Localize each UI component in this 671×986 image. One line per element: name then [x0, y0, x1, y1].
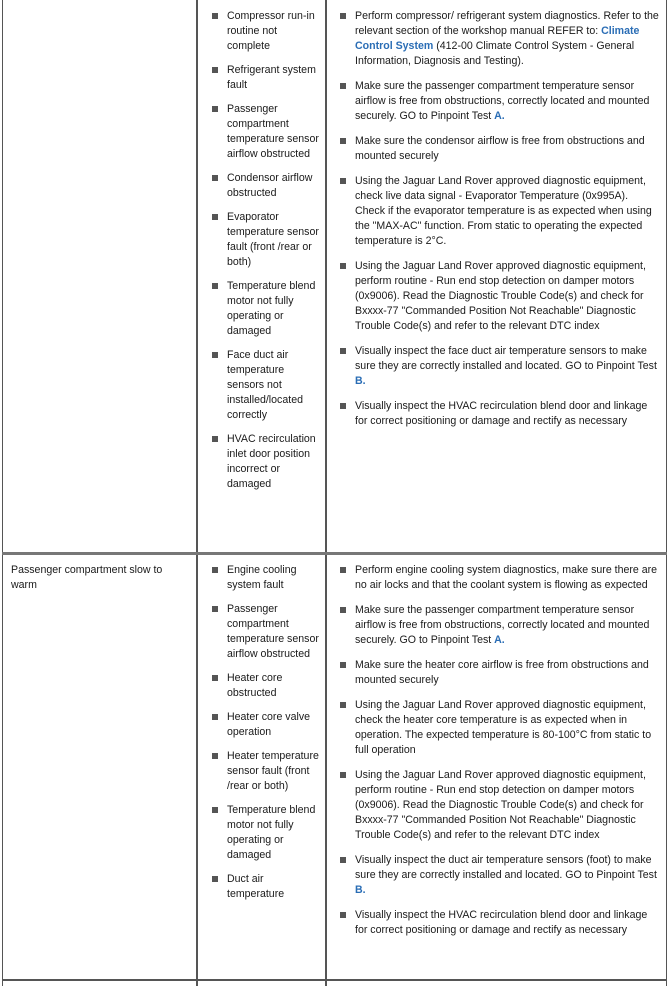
- possible-cause-text: Face duct air temperature sensors not installed/located correctly: [227, 349, 303, 421]
- bullet-icon: [340, 83, 346, 89]
- col-divider-1: [196, 0, 198, 986]
- action-item: [340, 174, 660, 249]
- bullet-icon: [212, 714, 218, 720]
- action-text: Perform compressor/ refrigerant system diagnostics. Refer to the relevant section of the workshop manual REFER to:: [355, 10, 659, 37]
- possible-cause-text: Compressor run-in routine not complete: [227, 10, 315, 52]
- bullet-icon: [340, 702, 346, 708]
- action-text: Using the Jaguar Land Rover approved diagnostic equipment, check live data signal - Evaporator Temperature (0x995A). Check if the evaporator temperature is as expected when using the "MAX-AC" function. From static to operating the expected temperature is 2°C.: [355, 175, 652, 247]
- bullet-icon: [340, 138, 346, 144]
- possible-cause-item: [211, 602, 319, 662]
- bullet-icon: [340, 912, 346, 918]
- possible-cause-item: [211, 671, 319, 701]
- possible-cause-item: [211, 171, 319, 201]
- bullet-icon: [340, 662, 346, 668]
- action-text: Make sure the condensor airflow is free from obstructions and mounted securely: [355, 135, 645, 162]
- reference-link[interactable]: B.: [355, 884, 366, 896]
- bullet-icon: [212, 753, 218, 759]
- possible-cause-text: Refrigerant system fault: [227, 64, 316, 91]
- bullet-icon: [340, 607, 346, 613]
- reference-link[interactable]: A.: [494, 634, 505, 646]
- action-text: Using the Jaguar Land Rover approved diagnostic equipment, check the heater core temperature is as expected when in operation. The expected temperature is 80-100°C from static to full operation: [355, 699, 652, 756]
- action-item: [340, 344, 660, 389]
- bullet-icon: [212, 567, 218, 573]
- bullet-icon: [212, 876, 218, 882]
- possible-cause-item: [211, 872, 319, 902]
- action-item: [340, 134, 660, 164]
- bullet-icon: [212, 675, 218, 681]
- reference-link[interactable]: Climate Control System: [355, 25, 640, 52]
- possible-cause-text: Duct air temperature: [227, 873, 285, 900]
- table-bottom: [2, 979, 667, 981]
- action-text: Visually inspect the face duct air temperature sensors to make sure they are correctly installed and located. GO to Pinpoint Test: [355, 345, 657, 372]
- possible-cause-text: Condensor airflow obstructed: [227, 172, 313, 199]
- action-text: Visually inspect the HVAC recirculation blend door and linkage for correct positioning or damage and rectify as necessary: [355, 400, 648, 427]
- possible-cause-item: [211, 348, 319, 423]
- action-text-after: (412-00 Climate Control System - General Information, Diagnosis and Testing).: [355, 40, 635, 67]
- action-text: Using the Jaguar Land Rover approved diagnostic equipment, perform routine - Run end stop detection on damper motors (0x9006). Read the Diagnostic Trouble Code(s) and check for Bxxxx-77 "Commanded Position Not Reachable" Diagnostic Trouble Code(s) and refer to the relevant DTC index: [355, 260, 646, 332]
- possible-cause-text: Temperature blend motor not fully operating or damaged: [227, 804, 316, 861]
- bullet-icon: [212, 106, 218, 112]
- col-divider-left: [2, 0, 3, 986]
- bullet-icon: [212, 13, 218, 19]
- possible-cause-item: [211, 432, 319, 492]
- possible-cause-text: Temperature blend motor not fully operating or damaged: [227, 280, 316, 337]
- row1-actions: [340, 563, 660, 938]
- bullet-icon: [340, 772, 346, 778]
- action-text: Make sure the passenger compartment temperature sensor airflow is free from obstructions, correctly located and mounted securely. GO to Pinpoint Test: [355, 604, 650, 646]
- possible-cause-text: Heater core obstructed: [227, 672, 283, 699]
- bullet-icon: [212, 807, 218, 813]
- possible-cause-text: Engine cooling system fault: [227, 564, 297, 591]
- action-item: [340, 563, 660, 593]
- possible-cause-text: Evaporator temperature sensor fault (front /rear or both): [227, 211, 319, 268]
- bullet-icon: [340, 263, 346, 269]
- action-item: [340, 603, 660, 648]
- possible-cause-text: Heater temperature sensor fault (front /rear or both): [227, 750, 319, 792]
- action-text: Make sure the heater core airflow is free from obstructions and mounted securely: [355, 659, 649, 686]
- action-item: [340, 768, 660, 843]
- action-text: Visually inspect the duct air temperature sensors (foot) to make sure they are correctly installed and located. GO to Pinpoint Test: [355, 854, 657, 881]
- action-item: [340, 399, 660, 429]
- possible-cause-text: Passenger compartment temperature sensor airflow obstructed: [227, 603, 319, 660]
- possible-cause-item: [211, 9, 319, 54]
- bullet-icon: [340, 567, 346, 573]
- bullet-icon: [212, 214, 218, 220]
- possible-cause-item: [211, 279, 319, 339]
- bullet-icon: [212, 283, 218, 289]
- row0-causes: [211, 9, 319, 492]
- reference-link[interactable]: A.: [494, 110, 505, 122]
- bullet-icon: [340, 403, 346, 409]
- action-item: [340, 908, 660, 938]
- bullet-icon: [212, 67, 218, 73]
- bullet-icon: [340, 857, 346, 863]
- bullet-icon: [340, 348, 346, 354]
- possible-cause-text: Passenger compartment temperature sensor airflow obstructed: [227, 103, 319, 160]
- action-text: Make sure the passenger compartment temperature sensor airflow is free from obstructions, correctly located and mounted securely. GO to Pinpoint Test: [355, 80, 650, 122]
- possible-cause-text: Heater core valve operation: [227, 711, 311, 738]
- possible-cause-item: [211, 563, 319, 593]
- action-item: [340, 79, 660, 124]
- row-divider: [2, 552, 667, 555]
- bullet-icon: [340, 13, 346, 19]
- possible-cause-item: [211, 210, 319, 270]
- action-text: Perform engine cooling system diagnostics, make sure there are no air locks and that the coolant system is flowing as expected: [355, 564, 658, 591]
- possible-cause-item: [211, 803, 319, 863]
- possible-cause-item: [211, 102, 319, 162]
- action-item: [340, 698, 660, 758]
- row1-problem: Passenger compartment slow to warm: [11, 564, 163, 591]
- action-item: [340, 658, 660, 688]
- action-text: Using the Jaguar Land Rover approved diagnostic equipment, perform routine - Run end stop detection on damper motors (0x9006). Read the Diagnostic Trouble Code(s) and check for Bxxxx-77 "Commanded Position Not Reachable" Diagnostic Trouble Code(s) and refer to the relevant DTC index: [355, 769, 646, 841]
- action-text: Visually inspect the HVAC recirculation blend door and linkage for correct positioning or damage and rectify as necessary: [355, 909, 648, 936]
- bullet-icon: [212, 175, 218, 181]
- bullet-icon: [212, 606, 218, 612]
- col-divider-right: [666, 0, 667, 986]
- possible-cause-text: HVAC recirculation inlet door position incorrect or damaged: [227, 433, 316, 490]
- action-item: [340, 9, 660, 69]
- bullet-icon: [212, 352, 218, 358]
- possible-cause-item: [211, 749, 319, 794]
- bullet-icon: [212, 436, 218, 442]
- action-item: [340, 259, 660, 334]
- reference-link[interactable]: B.: [355, 375, 366, 387]
- possible-cause-item: [211, 710, 319, 740]
- col-divider-2: [325, 0, 327, 986]
- bullet-icon: [340, 178, 346, 184]
- row1-causes: [211, 563, 319, 902]
- action-item: [340, 853, 660, 898]
- possible-cause-item: [211, 63, 319, 93]
- row0-actions: [340, 9, 660, 429]
